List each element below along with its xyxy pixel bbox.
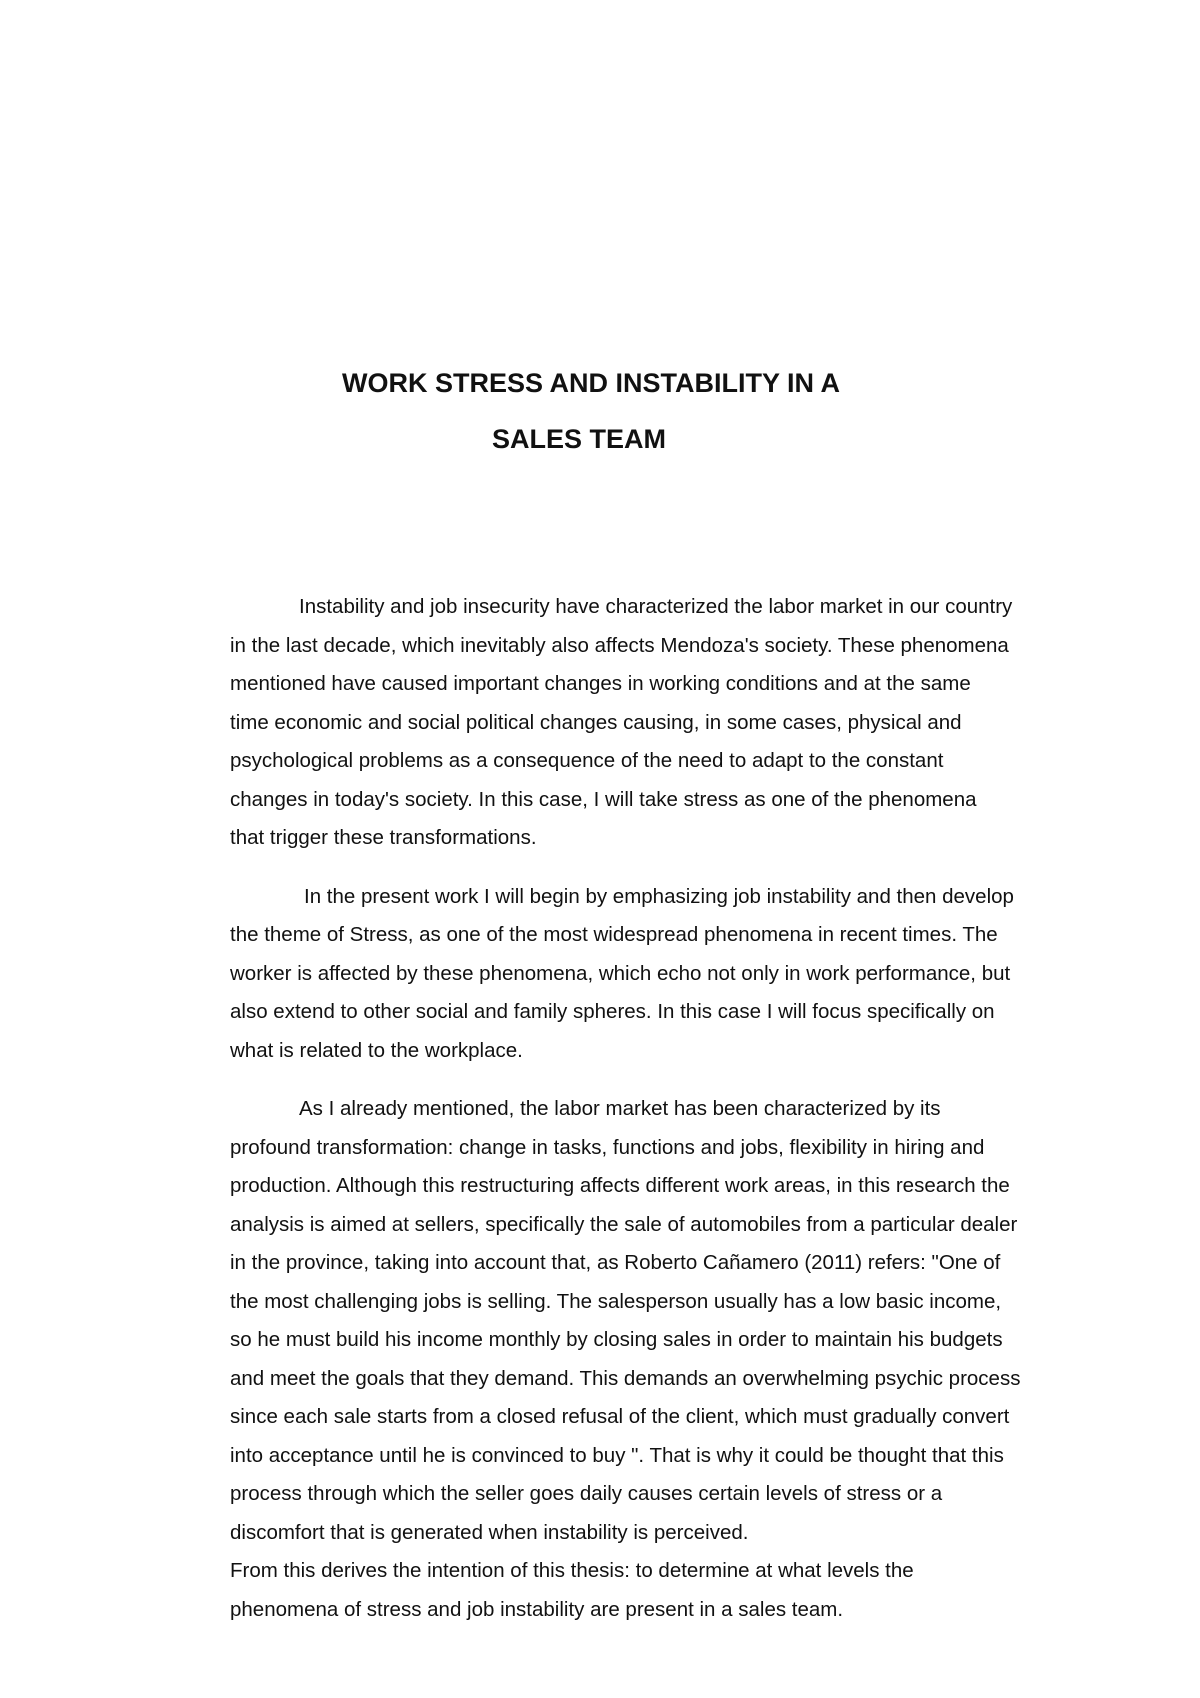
text-line: time economic and social political changes causing, in some cases, physical and (230, 710, 962, 734)
text-line: also extend to other social and family spheres. In this case I will focus specifically on (230, 1000, 995, 1023)
text-line: the most challenging jobs is selling. The salesperson usually has a low basic income, (230, 1289, 1002, 1313)
text-line: in the last decade, which inevitably also affects Mendoza's society. These phenomena (230, 633, 1009, 657)
title-line-2: SALES TEAM (492, 424, 667, 454)
paragraph-2 (230, 878, 1100, 1071)
paragraph-1 (230, 588, 1100, 858)
text-line: in the province, taking into account that, as Roberto Cañamero (2011) refers: "One of (230, 1251, 1001, 1274)
text-line: worker is affected by these phenomena, which echo not only in work performance, but (230, 961, 1011, 985)
text-line: into acceptance until he is convinced to buy ". That is why it could be thought that this (230, 1443, 1004, 1467)
text-line: psychological problems as a consequence of the need to adapt to the constant (230, 749, 944, 772)
text-line: In the present work I will begin by emphasizing job instability and then develop (304, 884, 1014, 908)
text-line: what is related to the workplace. (230, 1038, 523, 1062)
text-line: process through which the seller goes daily causes certain levels of stress or a (230, 1482, 943, 1505)
text-line: so he must build his income monthly by closing sales in order to maintain his budgets (230, 1328, 1003, 1351)
document-body (230, 588, 1100, 1629)
paragraph-4 (230, 1552, 1100, 1629)
text-line: phenomena of stress and job instability are present in a sales team. (230, 1597, 844, 1621)
text-line: As I already mentioned, the labor market has been characterized by its (299, 1097, 941, 1120)
text-line: and meet the goals that they demand. This demands an overwhelming psychic process (230, 1366, 1021, 1390)
text-line: Instability and job insecurity have characterized the labor market in our country (299, 595, 1013, 618)
text-line: discomfort that is generated when instability is perceived. (230, 1520, 749, 1544)
text-line: analysis is aimed at sellers, specifically the sale of automobiles from a particular dealer (230, 1212, 1018, 1236)
text-line: production. Although this restructuring affects different work areas, in this research the (230, 1174, 1010, 1197)
text-line: that trigger these transformations. (230, 826, 537, 849)
text-line: profound transformation: change in tasks, functions and jobs, flexibility in hiring and (230, 1135, 985, 1159)
text-line: the theme of Stress, as one of the most widespread phenomena in recent times. The (230, 923, 998, 946)
text-line: From this derives the intention of this thesis: to determine at what levels the (230, 1559, 914, 1582)
text-line: changes in today's society. In this case, I will take stress as one of the phenomena (230, 787, 977, 811)
text-line: since each sale starts from a closed refusal of the client, which must gradually convert (230, 1405, 1010, 1428)
paragraph-3 (230, 1090, 1100, 1552)
text-line: mentioned have caused important changes in working conditions and at the same (230, 672, 971, 695)
title-line-1: WORK STRESS AND INSTABILITY IN A (342, 368, 841, 398)
